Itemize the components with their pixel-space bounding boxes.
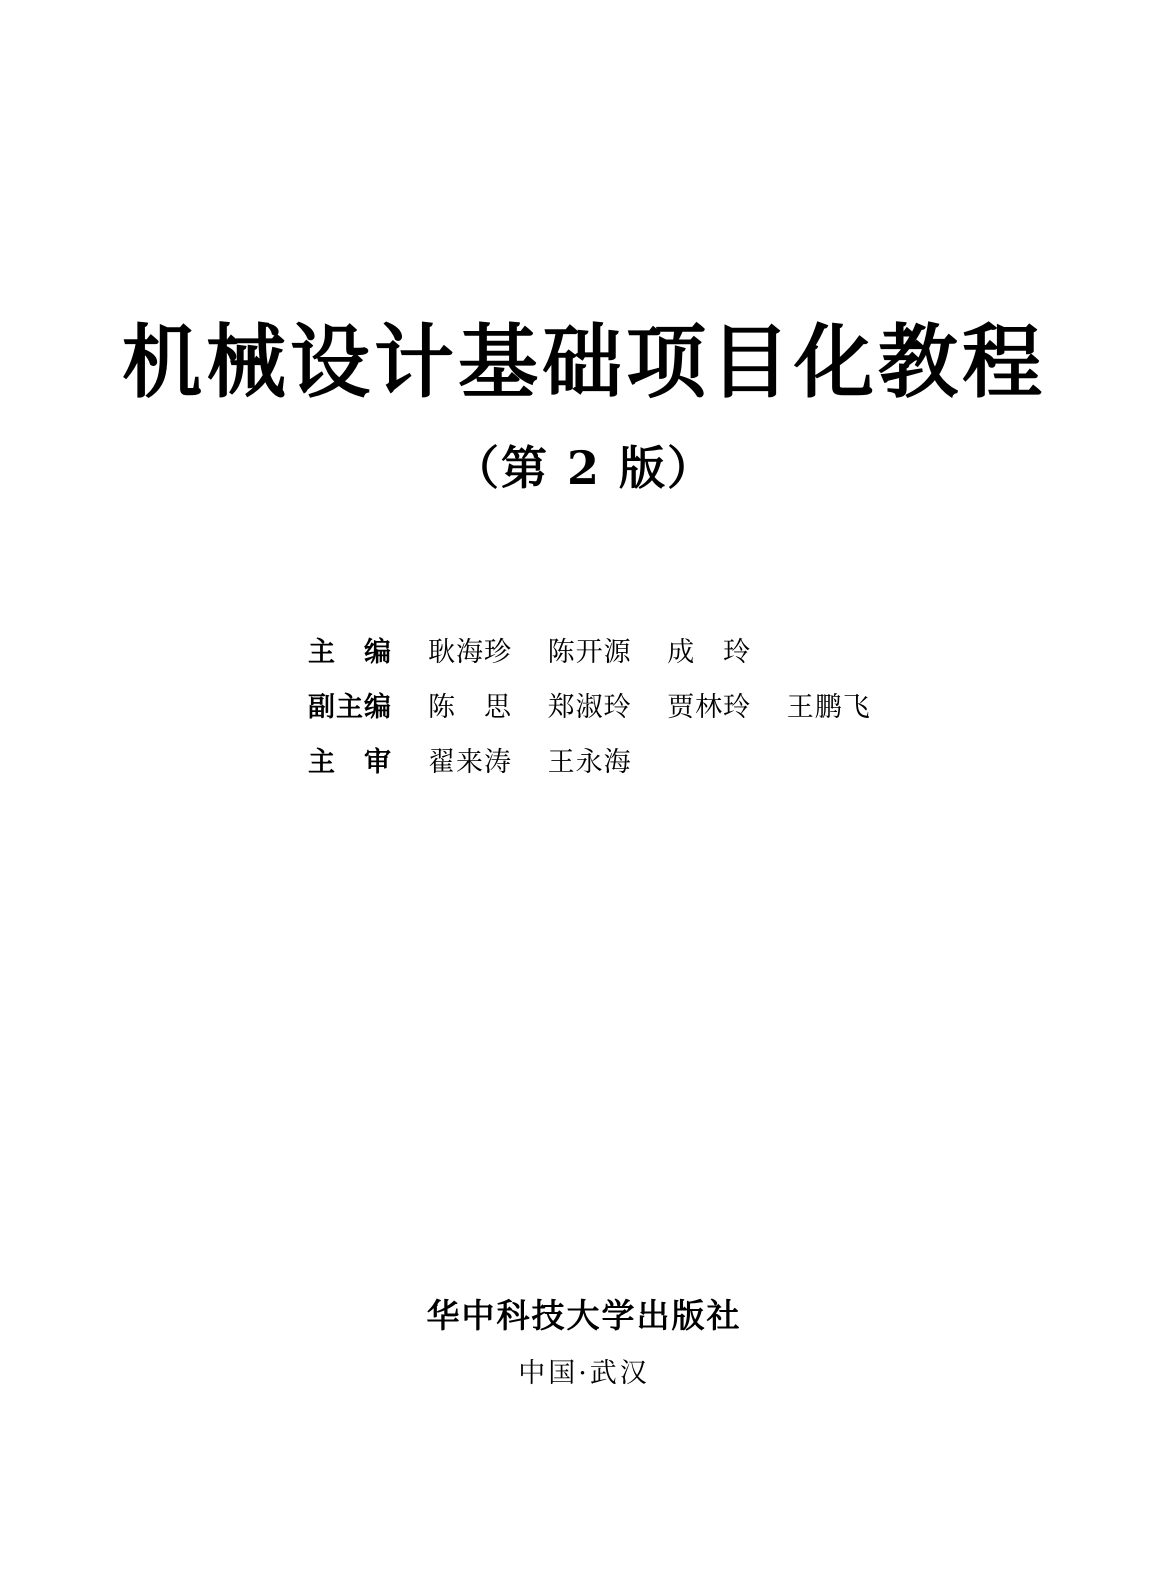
credits-block: [308, 630, 1008, 795]
book-title: 机械设计基础项目化教程: [122, 315, 1046, 409]
credit-names-associate-editor: [428, 685, 871, 724]
title-block: [0, 315, 1168, 498]
publisher-block: [0, 1290, 1168, 1390]
credit-row: [308, 630, 1008, 669]
credit-name: 耿海珍: [428, 637, 512, 668]
publisher-name: 华中科技大学出版社: [426, 1296, 742, 1335]
credit-name: 陈 思: [428, 692, 512, 723]
credit-role-reviewer: 主 审: [308, 747, 392, 778]
credit-role-associate-editor: 副主编: [308, 692, 392, 723]
publisher-city: 中国·武汉: [518, 1358, 650, 1389]
credit-role-chief-editor: 主 编: [308, 637, 392, 668]
credit-name: 郑淑玲: [547, 692, 632, 723]
book-edition: （第 2 版）: [452, 441, 716, 495]
credit-name: 翟来涛: [428, 747, 512, 778]
credit-row: [308, 685, 1008, 724]
credit-row: [308, 740, 1008, 779]
credit-name: 陈开源: [547, 637, 632, 668]
credit-names-chief-editor: [428, 630, 751, 669]
credit-name: 成 玲: [667, 637, 752, 668]
credit-name: 贾林玲: [667, 692, 752, 723]
credit-names-reviewer: [428, 740, 632, 779]
credit-name: 王鹏飞: [786, 692, 871, 723]
credit-name: 王永海: [547, 747, 632, 778]
